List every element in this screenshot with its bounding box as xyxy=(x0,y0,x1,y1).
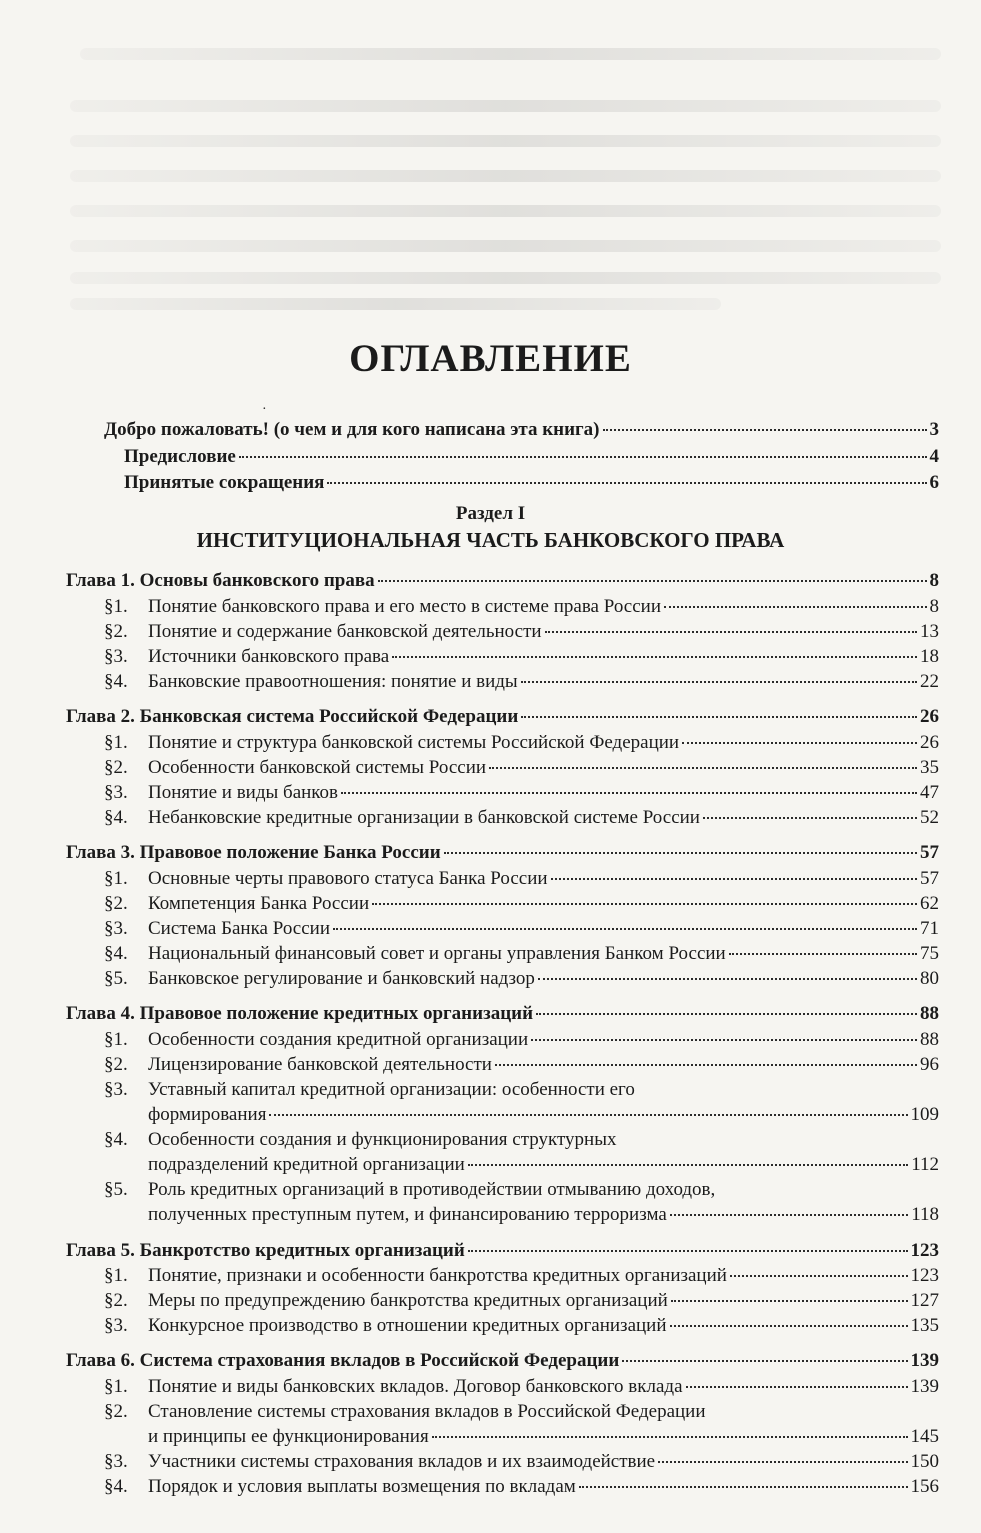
page-number: 13 xyxy=(920,620,939,642)
section-entry xyxy=(104,1375,939,1399)
dot-leader xyxy=(658,1461,907,1463)
section-entry xyxy=(104,1028,939,1052)
section-entry xyxy=(104,1475,939,1499)
dot-leader xyxy=(531,1039,917,1041)
dot-leader xyxy=(703,817,917,819)
dot-leader xyxy=(579,1486,908,1488)
entry-title: Национальный финансовый совет и органы управления Банком России xyxy=(148,942,726,964)
item-number: §1. xyxy=(104,867,128,889)
dot-leader xyxy=(468,1164,908,1166)
section-entry xyxy=(148,1425,939,1449)
section-entry-text xyxy=(104,731,679,755)
chapter-entry xyxy=(66,1002,939,1026)
entry-title: Банковское регулирование и банковский надзор xyxy=(148,968,535,989)
entry-title: Небанковские кредитные организации в банковской системе России xyxy=(148,806,700,828)
page-number: 96 xyxy=(920,1053,939,1075)
page-number: 139 xyxy=(910,1376,939,1397)
item-number: §2. xyxy=(104,1290,128,1312)
dot-leader xyxy=(521,716,917,718)
dot-leader xyxy=(664,606,926,608)
section-entry-text xyxy=(104,620,542,644)
item-number: §1. xyxy=(104,1265,128,1287)
entry-title: Конкурсное производство в отношении кредитных организаций xyxy=(148,1315,667,1337)
page-number: 139 xyxy=(910,1350,939,1372)
entry-title: Глава 2. Банковская система Российской Федерации xyxy=(66,706,519,727)
item-number: §5. xyxy=(104,968,128,989)
entry-title: Меры по предупреждению банкротства кредитных организаций xyxy=(148,1290,668,1312)
page-number: 88 xyxy=(920,1028,939,1050)
section-entry-text xyxy=(104,645,389,669)
section-entry-text xyxy=(104,1375,683,1399)
item-number: §4. xyxy=(104,1476,128,1498)
page-number: 35 xyxy=(920,756,939,778)
page-number: 57 xyxy=(920,842,939,863)
section-entry xyxy=(104,1314,939,1338)
section-entry xyxy=(104,670,939,694)
page-number: 145 xyxy=(910,1426,939,1448)
section-entry xyxy=(104,1264,939,1288)
page-number: 8 xyxy=(929,595,939,617)
dot-leader xyxy=(495,1064,917,1066)
page-number: 18 xyxy=(920,645,939,667)
entry-title: Глава 6. Система страхования вкладов в Российской Федерации xyxy=(66,1350,620,1372)
item-number: §1. xyxy=(104,1376,128,1397)
dot-leader xyxy=(372,903,917,905)
section-entry xyxy=(104,620,939,644)
entry-title: Особенности создания и функционирования структурных xyxy=(148,1129,617,1151)
entry-title: Становление системы страхования вкладов в Российской Федерации xyxy=(148,1401,706,1423)
entry-title: Роль кредитных организаций в противодействии отмыванию доходов, xyxy=(148,1179,716,1201)
dot-leader xyxy=(536,1013,917,1015)
dot-leader xyxy=(489,767,917,769)
ink-mark: · xyxy=(262,402,267,417)
chapter-entry xyxy=(66,1239,939,1263)
section-entry xyxy=(104,917,939,941)
section-entry-text xyxy=(148,1103,266,1127)
section-entry-text xyxy=(104,1475,576,1499)
page-title: ОГЛАВЛЕНИЕ xyxy=(349,337,632,380)
dot-leader xyxy=(730,1275,908,1277)
entry-title: полученных преступным путем, и финансированию терроризма xyxy=(148,1204,667,1226)
dot-leader xyxy=(468,1250,908,1252)
page-number: 6 xyxy=(929,472,939,493)
section-entry-first-line xyxy=(104,1128,616,1152)
entry-title: Участники системы страхования вкладов и их взаимодействие xyxy=(148,1451,656,1473)
section-entry-text xyxy=(104,595,661,619)
page-number: 4 xyxy=(929,446,939,467)
section-entry-text xyxy=(104,1264,727,1288)
entry-title: и принципы ее функционирования xyxy=(148,1426,429,1448)
section-entry-first-line xyxy=(104,1400,706,1424)
section-entry-text xyxy=(104,967,535,991)
dot-leader xyxy=(538,978,917,980)
entry-title: Глава 3. Правовое положение Банка России xyxy=(66,842,441,863)
section-title: ИНСТИТУЦИОНАЛЬНАЯ ЧАСТЬ БАНКОВСКОГО ПРАВА xyxy=(196,528,785,552)
section-entry xyxy=(104,756,939,780)
section-entry-text xyxy=(104,781,338,805)
dot-leader xyxy=(521,681,917,683)
page-number: 3 xyxy=(929,419,939,440)
entry-title: Глава 4. Правовое положение кредитных организаций xyxy=(66,1003,534,1025)
item-number: §1. xyxy=(104,595,128,617)
entry-title: Понятие и виды банковских вкладов. Договор банковского вклада xyxy=(148,1376,683,1397)
item-number: §2. xyxy=(104,892,128,914)
item-number: §2. xyxy=(104,756,128,778)
dot-leader xyxy=(432,1436,908,1438)
entry-title: Понятие и виды банков xyxy=(148,781,339,803)
section-entry xyxy=(148,1203,939,1227)
entry-title: Принятые сокращения xyxy=(124,472,325,493)
entry-title: Основные черты правового статуса Банка России xyxy=(148,867,548,889)
section-entry xyxy=(148,1153,939,1177)
entry-title: Особенности банковской системы России xyxy=(148,756,487,778)
page-number: 80 xyxy=(920,968,939,989)
dot-leader xyxy=(333,928,917,930)
item-number: §2. xyxy=(104,1401,128,1423)
item-number: §3. xyxy=(104,917,128,939)
section-entry xyxy=(104,645,939,669)
entry-title: Компетенция Банка России xyxy=(148,892,370,914)
section-entry xyxy=(104,781,939,805)
page-number: 118 xyxy=(911,1204,939,1226)
section-entry-text xyxy=(104,1028,528,1052)
entry-title: Источники банковского права xyxy=(148,645,390,667)
dot-leader xyxy=(671,1300,908,1302)
chapter-entry xyxy=(66,1349,939,1373)
chapter-entry-text xyxy=(66,705,518,729)
bleed-through-text xyxy=(0,0,981,330)
item-number: §2. xyxy=(104,1053,128,1075)
bleed-line xyxy=(70,100,941,112)
section-entry-first-line xyxy=(104,1078,635,1102)
item-number: §4. xyxy=(104,806,128,828)
dot-leader xyxy=(686,1386,908,1388)
section-entry xyxy=(104,595,939,619)
entry-title: подразделений кредитной организации xyxy=(148,1154,465,1176)
page-number: 47 xyxy=(920,781,939,803)
section-entry-text xyxy=(104,942,726,966)
bleed-line xyxy=(70,240,941,252)
section-entry-text xyxy=(104,806,700,830)
section-entry-text xyxy=(104,1450,655,1474)
page-number: 123 xyxy=(910,1239,939,1261)
section-entry-text xyxy=(104,1314,667,1338)
item-number: §1. xyxy=(104,731,128,753)
item-number: §3. xyxy=(104,1315,128,1337)
entry-title: Понятие, признаки и особенности банкротства кредитных организаций xyxy=(148,1265,727,1287)
entry-title: формирования xyxy=(148,1104,267,1125)
section-entry-text xyxy=(104,670,518,694)
entry-title: Порядок и условия выплаты возмещения по вкладам xyxy=(148,1476,576,1498)
entry-title: Глава 5. Банкротство кредитных организаций xyxy=(66,1239,465,1261)
page-number: 57 xyxy=(920,867,939,889)
toc-front-entry-text xyxy=(124,471,324,495)
section-entry-text xyxy=(148,1153,465,1177)
page-number: 135 xyxy=(910,1315,939,1337)
section-entry-text xyxy=(104,867,548,891)
section-label: Раздел I xyxy=(455,503,526,524)
dot-leader xyxy=(545,631,917,633)
page-number: 52 xyxy=(920,806,939,828)
section-entry-text xyxy=(104,756,486,780)
page-number: 22 xyxy=(920,670,939,692)
section-entry-first-line xyxy=(104,1178,715,1202)
page-number: 88 xyxy=(920,1003,939,1025)
dot-leader xyxy=(670,1325,908,1327)
chapter-entry-text xyxy=(66,841,441,865)
page-number: 26 xyxy=(920,731,939,753)
dot-leader xyxy=(682,742,917,744)
entry-title: Понятие и структура банковской системы Российской Федерации xyxy=(148,731,680,753)
entry-title: Банковские правоотношения: понятие и виды xyxy=(148,670,518,692)
page-number: 156 xyxy=(910,1476,939,1498)
chapter-entry-text xyxy=(66,1002,533,1026)
dot-leader xyxy=(729,953,917,955)
chapter-entry-text xyxy=(66,1239,465,1263)
item-number: §4. xyxy=(104,942,128,964)
bleed-line xyxy=(70,170,941,182)
section-entry xyxy=(104,806,939,830)
page-number: 123 xyxy=(910,1265,939,1287)
entry-title: Понятие и содержание банковской деятельности xyxy=(148,620,542,642)
page-number: 8 xyxy=(929,570,939,591)
entry-title: Предисловие xyxy=(124,446,236,467)
chapter-entry xyxy=(66,569,939,593)
page-number: 71 xyxy=(920,917,939,939)
dot-leader xyxy=(239,456,927,458)
section-entry xyxy=(104,1450,939,1474)
section-entry-text xyxy=(104,1289,668,1313)
bleed-line xyxy=(70,298,721,310)
section-entry xyxy=(104,1289,939,1313)
dot-leader xyxy=(444,852,917,854)
entry-title: Уставный капитал кредитной организации: особенности его xyxy=(148,1078,635,1100)
item-number: §1. xyxy=(104,1028,128,1050)
item-number: §3. xyxy=(104,781,128,803)
page-number: 26 xyxy=(920,706,939,727)
section-entry xyxy=(104,1053,939,1077)
entry-title: Глава 1. Основы банковского права xyxy=(66,570,375,591)
toc-front-entry xyxy=(124,471,939,495)
chapter-entry-text xyxy=(66,1349,619,1373)
toc-front-entry xyxy=(104,418,939,442)
page-number: 127 xyxy=(910,1290,939,1312)
item-number: §4. xyxy=(104,1129,128,1151)
bleed-line xyxy=(80,48,941,60)
item-number: §3. xyxy=(104,1078,128,1100)
section-entry-text xyxy=(148,1203,667,1227)
page-number: 150 xyxy=(910,1451,939,1473)
dot-leader xyxy=(392,656,917,658)
chapter-entry xyxy=(66,705,939,729)
dot-leader xyxy=(327,482,926,484)
section-entry xyxy=(148,1103,939,1127)
chapter-entry xyxy=(66,841,939,865)
section-entry xyxy=(104,942,939,966)
entry-title: Добро пожаловать! (о чем и для кого написана эта книга) xyxy=(104,419,600,440)
dot-leader xyxy=(551,878,917,880)
entry-title: Понятие банковского права и его место в системе права России xyxy=(148,595,662,617)
item-number: §5. xyxy=(104,1179,128,1201)
toc-front-entry-text xyxy=(104,418,600,442)
item-number: §2. xyxy=(104,620,128,642)
page-number: 62 xyxy=(920,892,939,914)
chapter-entry-text xyxy=(66,569,375,593)
bleed-line xyxy=(70,205,941,217)
entry-title: Особенности создания кредитной организации xyxy=(148,1028,529,1050)
item-number: §3. xyxy=(104,645,128,667)
page-number: 75 xyxy=(920,942,939,964)
entry-title: Лицензирование банковской деятельности xyxy=(148,1053,492,1075)
dot-leader xyxy=(378,580,927,582)
dot-leader xyxy=(341,792,917,794)
item-number: §4. xyxy=(104,670,128,692)
item-number: §3. xyxy=(104,1451,128,1473)
section-entry xyxy=(104,967,939,991)
toc-front-entry xyxy=(124,445,939,469)
section-entry-text xyxy=(104,917,330,941)
toc-front-entry-text xyxy=(124,445,236,469)
section-entry-text xyxy=(148,1425,429,1449)
entry-title: Система Банка России xyxy=(148,917,330,939)
section-entry xyxy=(104,731,939,755)
bleed-line xyxy=(70,272,941,284)
section-entry xyxy=(104,892,939,916)
section-entry-text xyxy=(104,892,369,916)
bleed-line xyxy=(70,135,941,147)
section-entry xyxy=(104,867,939,891)
page-number: 112 xyxy=(911,1154,939,1176)
dot-leader xyxy=(622,1360,907,1362)
dot-leader xyxy=(269,1114,907,1116)
section-entry-text xyxy=(104,1053,492,1077)
dot-leader xyxy=(670,1214,908,1216)
page-number: 109 xyxy=(910,1104,939,1125)
dot-leader xyxy=(603,429,927,431)
